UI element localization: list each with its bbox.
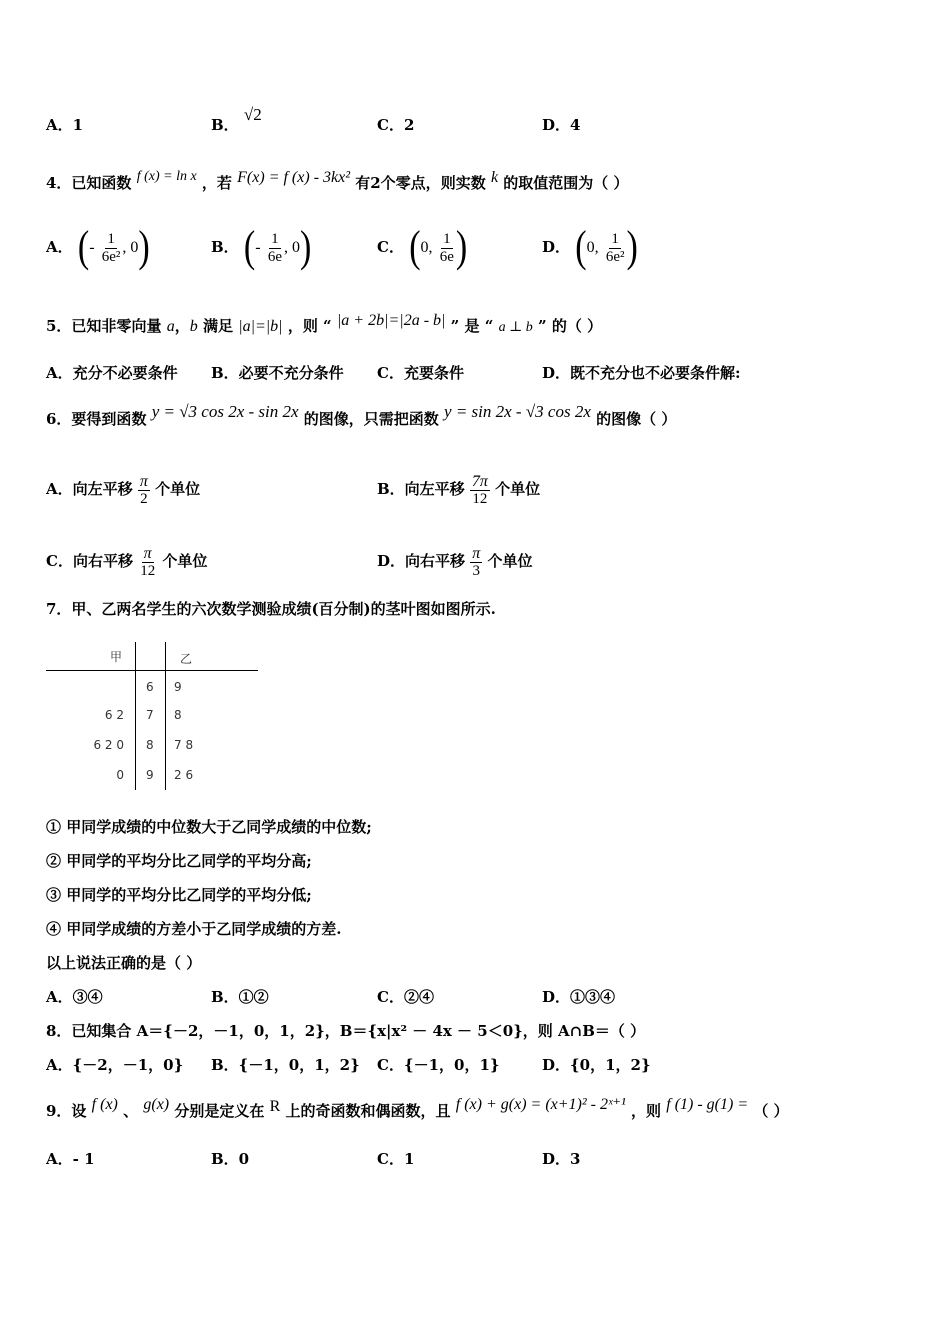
q3-option-c[interactable]: C．2: [377, 116, 415, 134]
q5-stem2: 满足: [202, 317, 233, 335]
q7-stem: 7．甲、乙两名学生的六次数学测验成绩(百分制)的茎叶图如图所示.: [46, 600, 496, 618]
q6-option-b-num: 7π: [471, 472, 488, 490]
q6-option-c-label: C．向右平移: [46, 552, 133, 570]
q6-option-b-label: B．向左平移: [377, 480, 465, 498]
q4-option-b-tail: , 0: [283, 239, 300, 256]
q4-Fx: F(x) = f (x) - 3kx²: [237, 169, 351, 186]
table-row-1-right: 9: [174, 680, 182, 694]
q5-stem4: ” 是 “: [450, 317, 494, 335]
q9-option-b[interactable]: B．0: [211, 1150, 250, 1168]
q4-fx: f (x) = ln x: [136, 169, 197, 184]
q6-option-d[interactable]: [377, 534, 533, 588]
q7-statement-3: ③ 甲同学的平均分比乙同学的平均分低;: [46, 886, 312, 904]
q5-stem5: ” 的（ ）: [538, 317, 603, 335]
q4-option-b[interactable]: [211, 222, 311, 273]
q9-R: R: [269, 1098, 281, 1115]
table-divider-left: [135, 670, 136, 790]
table-row-2-stem: 7: [146, 708, 154, 722]
q6-option-d-unit: 个单位: [487, 552, 533, 570]
q6-option-b-unit: 个单位: [495, 480, 541, 498]
q5-option-a[interactable]: A．充分不必要条件: [46, 364, 178, 382]
q3-option-d[interactable]: D．4: [542, 116, 581, 134]
q4-option-d[interactable]: [542, 222, 638, 273]
q4-option-a-lparen: (: [77, 223, 90, 272]
q5-vec-a: a: [166, 318, 175, 335]
q8-stem: 8．已知集合 A＝{－2，－1，0，1，2}，B＝{x|x² － 4x － 5＜0}，则 A∩B＝（ ）: [46, 1022, 646, 1040]
q3-option-b-value: √2: [243, 105, 262, 124]
q5-vec-b: b: [189, 318, 198, 335]
table-row-2-right: 8: [174, 708, 182, 722]
q6-option-d-num: π: [472, 544, 481, 562]
q4-option-a-sign: -: [89, 239, 95, 256]
q6-stem3: 的图像（ ）: [596, 410, 677, 428]
q6-function-1: y = √3 cos 2x - sin 2x: [151, 402, 299, 421]
q4-option-b-label: B．: [211, 238, 239, 256]
table-head-right: 乙: [180, 652, 193, 666]
q6-option-a-label: A．向左平移: [46, 480, 133, 498]
q4-option-c-frac: [438, 231, 456, 266]
q4-option-c-label: C．: [377, 238, 404, 256]
q6-function-2: y = sin 2x - √3 cos 2x: [444, 402, 591, 421]
q5-stem3: ，则 “: [287, 317, 332, 335]
q4-option-d-label: D．: [542, 238, 571, 256]
q4-suffix: 的取值范围为（ ）: [503, 174, 629, 192]
q4-option-b-lparen: (: [243, 223, 256, 272]
q4-option-c-num: 1: [443, 230, 451, 247]
table-row-4-stem: 9: [146, 768, 154, 782]
q6-option-a-num: π: [139, 472, 148, 490]
q5-expression: |a + 2b|=|2a - b|: [336, 312, 446, 329]
q9-stem1: 9．设: [46, 1102, 87, 1120]
q6-option-c-num: π: [143, 544, 152, 562]
q5-option-b[interactable]: B．必要不充分条件: [211, 364, 344, 382]
q4-option-a-den: 6e²: [101, 248, 121, 265]
q9-option-a[interactable]: A．- 1: [46, 1150, 95, 1168]
q4-option-b-frac: [266, 231, 284, 266]
q4-option-d-num: 1: [611, 230, 619, 247]
q4-option-d-head: 0,: [586, 239, 599, 256]
q5-sep: ，: [174, 317, 190, 335]
q4-option-a-tail: , 0: [122, 239, 139, 256]
q7-option-b[interactable]: B．①②: [211, 988, 269, 1006]
q9-equation: f (x) + g(x) = (x+1)² - 2ˣ⁺¹: [455, 1096, 626, 1113]
q6-option-b-den: 12: [472, 490, 488, 507]
q6-stem: [46, 404, 676, 434]
q5-condition: |a|=|b|: [238, 318, 283, 335]
q5-option-c[interactable]: C．充要条件: [377, 364, 464, 382]
q9-ask: f (1) - g(1) =: [666, 1096, 749, 1113]
q4-option-a[interactable]: [46, 222, 150, 273]
q4-option-a-label: A．: [46, 238, 73, 256]
q9-option-d[interactable]: D．3: [542, 1150, 581, 1168]
table-divider-right: [165, 642, 166, 790]
q4-option-d-rparen: ): [626, 223, 638, 272]
q6-option-d-den: 3: [472, 562, 480, 579]
q9-stem2: 分别是定义在: [174, 1102, 265, 1120]
q3-option-b[interactable]: [211, 105, 262, 140]
table-head-left: 甲: [110, 650, 123, 664]
q4-option-b-den: 6e: [267, 248, 282, 265]
q4-option-b-rparen: ): [299, 223, 312, 272]
q4-option-c-lparen: (: [409, 223, 421, 272]
q7-statement-4: ④ 甲同学成绩的方差小于乙同学成绩的方差.: [46, 920, 342, 938]
q7-option-c[interactable]: C．②④: [377, 988, 434, 1006]
q6-option-a-den: 2: [140, 490, 148, 507]
q9-stem3: 上的奇函数和偶函数，且: [285, 1102, 451, 1120]
q4-option-c[interactable]: [377, 222, 467, 273]
q6-option-d-frac: [470, 545, 482, 580]
q4-mid: ，若: [201, 174, 232, 192]
q9-stem4: ，则: [631, 1102, 662, 1120]
q8-option-b[interactable]: B．{－1，0，1，2}: [211, 1056, 360, 1074]
q9-g: g(x): [143, 1096, 170, 1113]
q4-option-c-head: 0,: [420, 239, 433, 256]
q4-prefix: 4．已知函数: [46, 174, 132, 192]
q5-perp: a ⊥ b: [498, 320, 533, 335]
q3-option-a[interactable]: A．1: [46, 116, 84, 134]
q4-option-d-lparen: (: [575, 223, 587, 272]
q9-f: f (x): [91, 1096, 118, 1113]
q5-stem1: 5．已知非零向量: [46, 317, 162, 335]
table-row-3-left: 6 2 0: [93, 738, 124, 752]
q5-stem: [46, 311, 602, 341]
q8-option-d[interactable]: D．{0，1，2}: [542, 1056, 651, 1074]
q6-option-a-frac: [138, 473, 150, 508]
q3-option-b-label: B．: [211, 116, 239, 134]
q6-option-c-den: 12: [140, 562, 156, 579]
q4-option-a-num: 1: [107, 230, 115, 247]
q4-option-d-den: 6e²: [605, 248, 625, 265]
q9-option-c[interactable]: C．1: [377, 1150, 415, 1168]
q8-option-a[interactable]: A．{－2，－1，0}: [46, 1056, 184, 1074]
table-row-3-right: 7 8: [174, 738, 194, 752]
q6-option-a[interactable]: [46, 462, 200, 516]
q9-stem: [46, 1096, 789, 1126]
q8-option-c[interactable]: C．{－1，0，1}: [377, 1056, 500, 1074]
q6-stem1: 6．要得到函数: [46, 410, 147, 428]
q7-option-a[interactable]: A．③④: [46, 988, 103, 1006]
q4-option-b-num: 1: [271, 230, 279, 247]
q9-stem5: （ ）: [753, 1102, 789, 1120]
q6-option-c-unit: 个单位: [162, 552, 208, 570]
q6-option-b-frac: [470, 473, 490, 508]
q9-sep: 、: [123, 1102, 139, 1120]
q7-statement-2: ② 甲同学的平均分比乙同学的平均分高;: [46, 852, 312, 870]
table-row-4-right: 2 6: [174, 768, 194, 782]
q4-k: k: [490, 169, 499, 186]
q6-option-d-label: D．向右平移: [377, 552, 466, 570]
q4-option-c-den: 6e: [439, 248, 454, 265]
q4-option-b-sign: -: [255, 239, 261, 256]
table-header-line: [46, 670, 258, 671]
q4-option-d-frac: [604, 231, 627, 266]
q7-question: 以上说法正确的是（ ）: [46, 954, 202, 972]
q4-mid2: 有2个零点，则实数: [355, 174, 486, 192]
q7-option-d[interactable]: D．①③④: [542, 988, 616, 1006]
table-row-3-stem: 8: [146, 738, 154, 752]
q6-stem2: 的图像，只需把函数: [303, 410, 439, 428]
table-row-1-stem: 6: [146, 680, 154, 694]
q6-option-a-unit: 个单位: [155, 480, 201, 498]
table-row-2-left: 6 2: [104, 708, 124, 722]
table-row-4-left: 0: [116, 768, 124, 782]
q4-option-c-rparen: ): [455, 223, 468, 272]
q4-option-a-rparen: ): [138, 223, 150, 272]
q4-stem: [46, 168, 629, 198]
q6-option-c[interactable]: [46, 534, 207, 588]
stem-leaf-table: [46, 642, 258, 792]
q7-statement-1: ① 甲同学成绩的中位数大于乙同学成绩的中位数;: [46, 818, 372, 836]
q5-option-d[interactable]: D．既不充分也不必要条件解:: [542, 364, 741, 382]
table-divider-top: [135, 642, 136, 670]
q6-option-c-frac: [138, 545, 157, 580]
q6-option-b[interactable]: [377, 462, 540, 516]
q4-option-a-frac: [100, 231, 123, 266]
